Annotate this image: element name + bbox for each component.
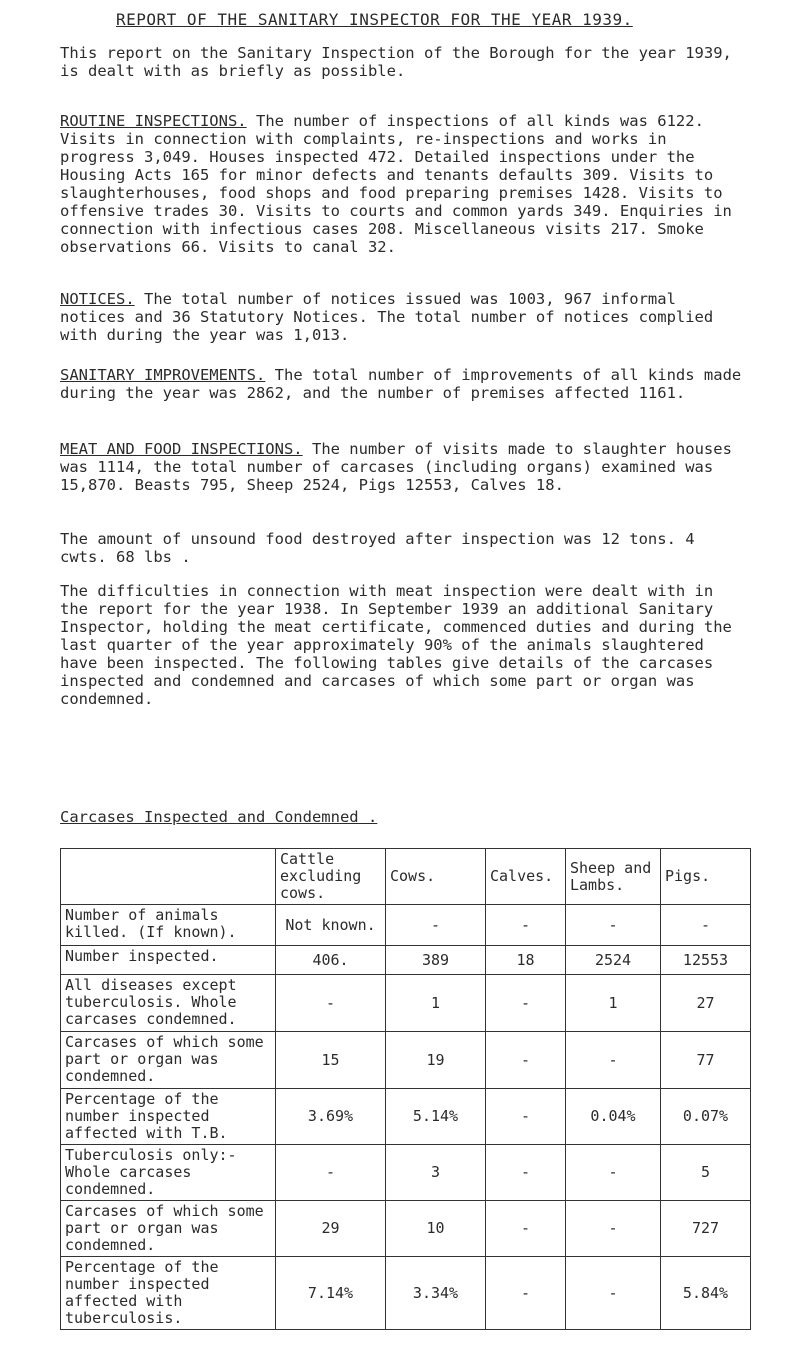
cell-cows: 1: [386, 975, 486, 1032]
cell-pigs: 27: [661, 975, 751, 1032]
table-row: [61, 1257, 751, 1330]
intro-paragraph: [60, 44, 750, 80]
difficulties-paragraph: [60, 582, 750, 708]
report-title: REPORT OF THE SANITARY INSPECTOR FOR THE YEAR 1939.: [116, 10, 633, 29]
unsound-paragraph: [60, 530, 750, 566]
cell-cows: 19: [386, 1032, 486, 1089]
cell-cattle: 15: [276, 1032, 386, 1089]
header-calves: Calves.: [486, 849, 566, 905]
cell-calves: -: [486, 1257, 566, 1330]
cell-pigs: 727: [661, 1201, 751, 1257]
row-label: Carcases of which some part or organ was condemned.: [61, 1032, 276, 1089]
table-row: [61, 1201, 751, 1257]
cell-calves: -: [486, 1032, 566, 1089]
cell-sheep: -: [566, 1257, 661, 1330]
row-label: All diseases except tuberculosis. Whole carcases condemned.: [61, 975, 276, 1032]
cell-calves: -: [486, 1089, 566, 1145]
cell-sheep: -: [566, 1145, 661, 1201]
header-pigs: Pigs.: [661, 849, 751, 905]
cell-calves: -: [486, 1145, 566, 1201]
cell-pigs: 5: [661, 1145, 751, 1201]
cell-cattle: 29: [276, 1201, 386, 1257]
row-label: Number inspected.: [61, 946, 276, 975]
routine-paragraph: [60, 112, 750, 256]
cell-cows: 3: [386, 1145, 486, 1201]
header-sheep: Sheep and Lambs.: [566, 849, 661, 905]
unsound-text: The amount of unsound food destroyed after inspection was 12 tons. 4 cwts. 68 lbs .: [60, 530, 695, 566]
sanitary-heading: SANITARY IMPROVEMENTS.: [60, 366, 266, 384]
cell-sheep: -: [566, 1201, 661, 1257]
cell-pigs: -: [661, 905, 751, 946]
meat-heading: MEAT AND FOOD INSPECTIONS.: [60, 440, 303, 458]
table-header-row: [61, 849, 751, 905]
cell-calves: -: [486, 1201, 566, 1257]
cell-sheep: -: [566, 905, 661, 946]
cell-pigs: 5.84%: [661, 1257, 751, 1330]
cell-cattle: 406.: [276, 946, 386, 975]
cell-sheep: 1: [566, 975, 661, 1032]
row-label: Number of animals killed. (If known).: [61, 905, 276, 946]
cell-cows: 3.34%: [386, 1257, 486, 1330]
header-cows: Cows.: [386, 849, 486, 905]
notices-paragraph: [60, 290, 750, 344]
cell-calves: -: [486, 975, 566, 1032]
cell-sheep: 2524: [566, 946, 661, 975]
table-row: [61, 1089, 751, 1145]
cell-calves: 18: [486, 946, 566, 975]
table-row: [61, 975, 751, 1032]
header-blank: [61, 849, 276, 905]
intro-text: This report on the Sanitary Inspection of the Borough for the year 1939, is dealt with as briefly as possible.: [60, 44, 732, 80]
table-row: [61, 946, 751, 975]
difficulties-text: The difficulties in connection with meat inspection were dealt with in the report for the year 1938. In September 1939 an additional Sanitary Inspector, holding the meat certificate, commenced duties and during the last quarter of the year approximately 90% of the animals slaughtered have been inspected. The following tables give details of the carcases inspected and condemned and carcases of which some part or organ was condemned.: [60, 582, 732, 708]
cell-cows: -: [386, 905, 486, 946]
cell-sheep: 0.04%: [566, 1089, 661, 1145]
meat-text: The number of visits made to slaughter houses was 1114, the total number of carcases (including organs) examined was 15,870. Beasts 795, Sheep 2524, Pigs 12553, Calves 18.: [60, 440, 732, 494]
cell-calves: -: [486, 905, 566, 946]
carcases-table: [60, 848, 751, 1330]
cell-cattle: -: [276, 975, 386, 1032]
routine-text: The number of inspections of all kinds was 6122. Visits in connection with complaints, re-inspections and works in progress 3,049. Houses inspected 472. Detailed inspections under the Housing Acts 165 for minor defects and tenants defaults 309. Visits to slaughterhouses, food shops and food preparing premises 1428. Visits to offensive trades 30. Visits to courts and common yards 349. Enquiries in connection with infectious cases 208. Miscellaneous visits 217. Smoke observations 66. Visits to canal 32.: [60, 112, 732, 256]
meat-paragraph: [60, 440, 750, 494]
cell-cattle: Not known.: [276, 905, 386, 946]
table-row: [61, 905, 751, 946]
row-label: Percentage of the number inspected affected with tuberculosis.: [61, 1257, 276, 1330]
cell-cattle: 7.14%: [276, 1257, 386, 1330]
table-caption: Carcases Inspected and Condemned .: [60, 808, 378, 826]
sanitary-paragraph: [60, 366, 750, 402]
cell-cows: 10: [386, 1201, 486, 1257]
cell-cattle: -: [276, 1145, 386, 1201]
routine-heading: ROUTINE INSPECTIONS.: [60, 112, 247, 130]
row-label: Percentage of the number inspected affected with T.B.: [61, 1089, 276, 1145]
header-cattle: Cattle excluding cows.: [276, 849, 386, 905]
row-label: Carcases of which some part or organ was condemned.: [61, 1201, 276, 1257]
cell-pigs: 0.07%: [661, 1089, 751, 1145]
table-row: [61, 1032, 751, 1089]
cell-pigs: 77: [661, 1032, 751, 1089]
row-label: Tuberculosis only:- Whole carcases condemned.: [61, 1145, 276, 1201]
cell-cattle: 3.69%: [276, 1089, 386, 1145]
notices-heading: NOTICES.: [60, 290, 135, 308]
sanitary-text: The total number of improvements of all kinds made during the year was 2862, and the number of premises affected 1161.: [60, 366, 742, 402]
cell-cows: 389: [386, 946, 486, 975]
cell-cows: 5.14%: [386, 1089, 486, 1145]
table-row: [61, 1145, 751, 1201]
cell-sheep: -: [566, 1032, 661, 1089]
notices-text: The total number of notices issued was 1003, 967 informal notices and 36 Statutory Notices. The total number of notices complied with during the year was 1,013.: [60, 290, 714, 344]
cell-pigs: 12553: [661, 946, 751, 975]
